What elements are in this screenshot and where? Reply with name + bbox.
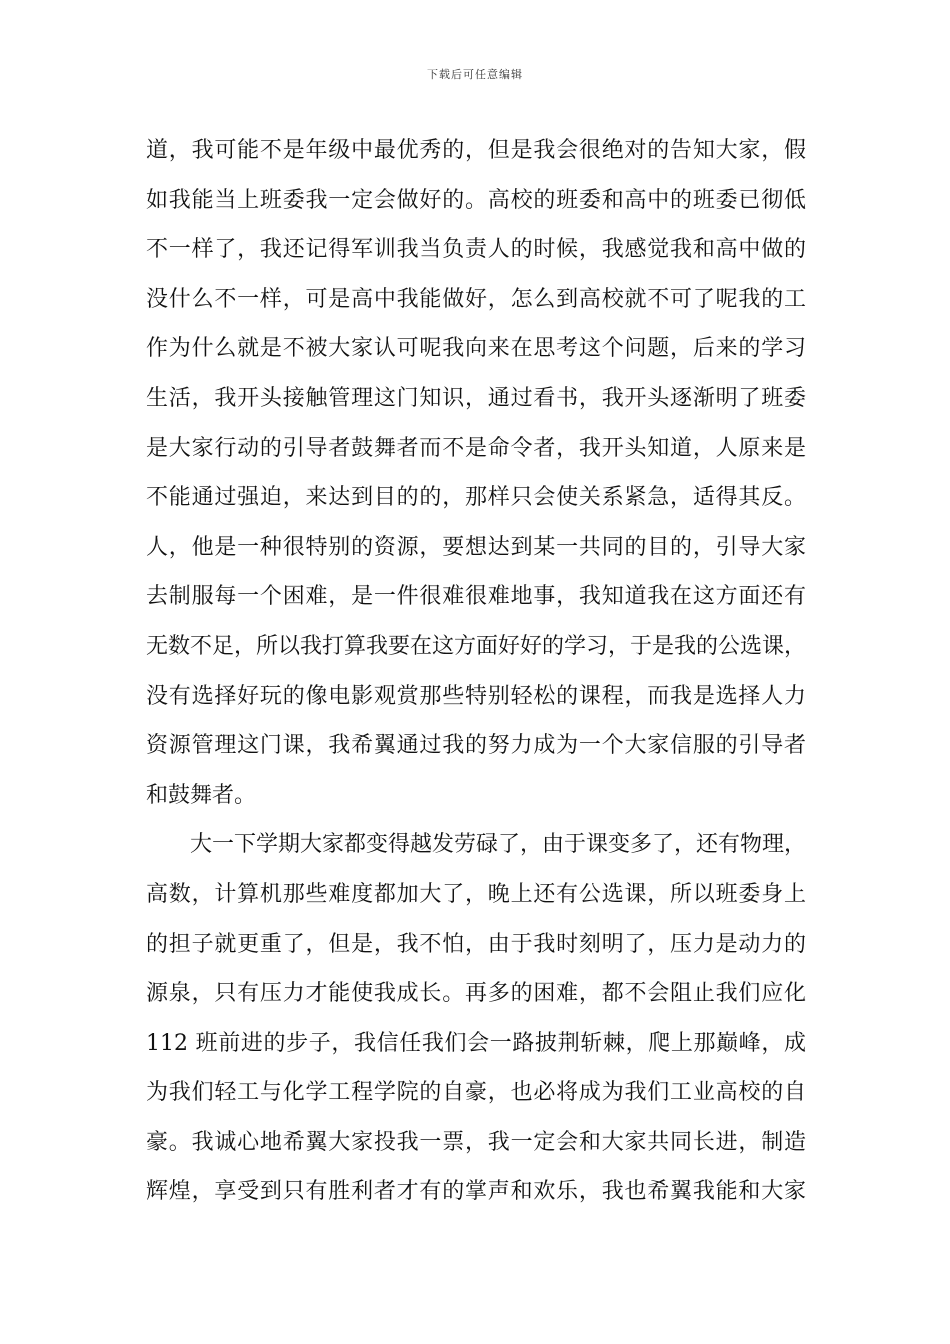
paragraph-first-line: 大一下学期大家都变得越发劳碌了，由于课变多了，还有物理， [190, 832, 806, 858]
page-header: 下载后可任意编辑 [427, 68, 523, 81]
text-line: 是大家行动的引导者鼓舞者而不是命令者，我开头知道，人原来是 [146, 435, 806, 461]
text-line: 没什么不一样，可是高中我能做好，怎么到高校就不可了呢我的工 [146, 286, 806, 312]
text-line: 源泉，只有压力才能使我成长。再多的困难，都不会阻止我们应化 [146, 981, 806, 1007]
text-line: 112 班前进的步子，我信任我们会一路披荆斩棘，爬上那巅峰，成 [146, 1030, 806, 1056]
text-line: 人，他是一种很特别的资源，要想达到某一共同的目的，引导大家 [146, 534, 806, 560]
text-line: 为我们轻工与化学工程学院的自豪，也必将成为我们工业高校的自 [146, 1080, 806, 1106]
text-line: 道，我可能不是年级中最优秀的，但是我会很绝对的告知大家，假 [146, 138, 806, 163]
text-line: 作为什么就是不被大家认可呢我向来在思考这个问题，后来的学习 [146, 336, 806, 362]
text-line: 的担子就更重了，但是，我不怕，由于我时刻明了，压力是动力的 [146, 931, 806, 957]
text-line: 和鼓舞者。 [146, 782, 257, 808]
text-line: 没有选择好玩的像电影观赏那些特别轻松的课程，而我是选择人力 [146, 683, 806, 709]
text-line: 高数，计算机那些难度都加大了，晚上还有公选课，所以班委身上 [146, 881, 806, 907]
text-line: 不能通过强迫，来达到目的的，那样只会使关系紧急，适得其反。 [146, 485, 806, 511]
text-line: 不一样了，我还记得军训我当负责人的时候，我感觉我和高中做的 [146, 237, 806, 263]
text-line: 豪。我诚心地希翼大家投我一票，我一定会和大家共同长进，制造 [146, 1129, 806, 1155]
text-line: 辉煌，享受到只有胜利者才有的掌声和欢乐，我也希翼我能和大家 [146, 1179, 806, 1205]
text-line: 资源管理这门课，我希翼通过我的努力成为一个大家信服的引导者 [146, 733, 806, 759]
text-line: 生活，我开头接触管理这门知识，通过看书，我开头逐渐明了班委 [146, 385, 806, 411]
document-body [146, 126, 806, 1217]
text-line: 去制服每一个困难，是一件很难很难地事，我知道我在这方面还有 [146, 584, 806, 610]
text-line: 如我能当上班委我一定会做好的。高校的班委和高中的班委已彻低 [146, 187, 806, 213]
text-line: 无数不足，所以我打算我要在这方面好好的学习，于是我的公选课， [146, 633, 806, 659]
